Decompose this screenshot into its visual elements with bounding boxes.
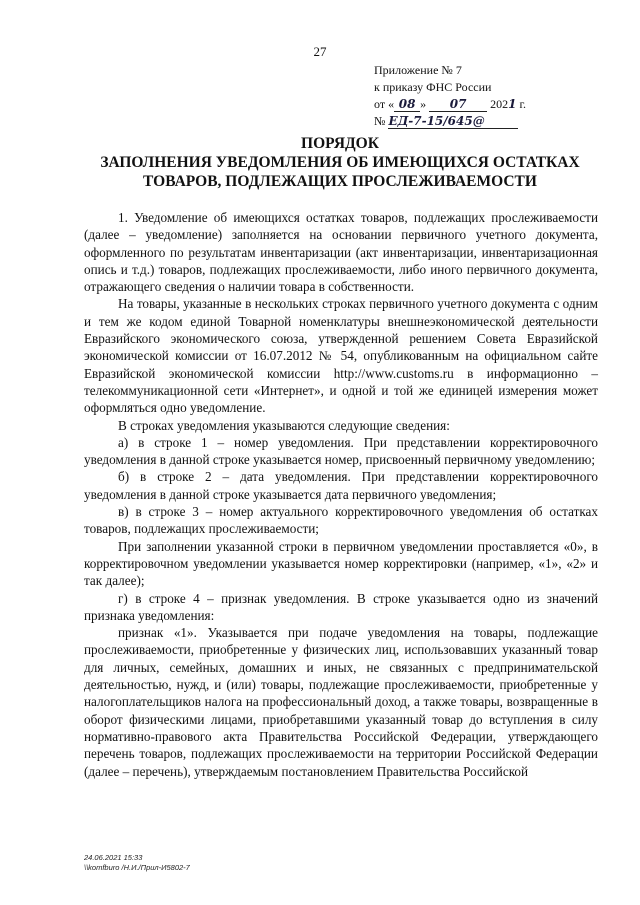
date-prefix: от « [374,97,395,111]
document-title [80,134,600,191]
footer-timestamp: 24.06.2021 15:33 [84,853,143,862]
paragraph: а) в строке 1 – номер уведомления. При представлении корректировочного уведомления в данной строке указывается номер, присвоенный первичному уведомлению; [84,434,598,468]
paragraph: 1. Уведомление об имеющихся остатках товаров, подлежащих прослеживаемости (далее – уведомление) заполняется на основании первичного учетного документа, оформленного по результатам инвентаризации (акт инвентаризации, инвентаризационная опись и т.д.) товаров, подлежащих прослеживаемости, либо иного первичного документа, отражающего сведения о наличии товара в собственности. [84,210,598,295]
order-date [374,96,526,113]
title-line-1: ПОРЯДОК [301,135,379,152]
footer-file-path: \\komfburo /Н.И./Прил-И5802-7 [84,863,190,872]
date-year-handwritten: 1 [508,97,517,111]
order-number [374,113,526,130]
number-prefix: № [374,114,389,128]
date-mid: » [420,97,427,111]
document-body [84,209,598,780]
date-day-handwritten: 08 [394,98,420,112]
paragraph: В строках уведомления указываются следующие сведения: [118,417,450,433]
paragraph: При заполнении указанной строки в первичном уведомлении проставляется «0», в корректировочном уведомлении указывается номер корректировки (например, «1», «2» и так далее); [84,538,598,589]
page-number: 27 [313,44,327,59]
order-reference: к приказу ФНС России [374,80,492,94]
number-handwritten: ЕД-7-15/645@ [388,115,518,129]
file-footer [84,853,190,873]
title-line-2: ЗАПОЛНЕНИЯ УВЕДОМЛЕНИЯ ОБ ИМЕЮЩИХСЯ ОСТАТКАХ [100,154,580,171]
date-year: 202 [490,97,509,111]
date-month-handwritten: 07 [429,98,487,112]
appendix-header [374,62,526,130]
paragraph: На товары, указанные в нескольких строках первичного учетного документа с одним и тем же кодом единой Товарной номенклатуры внешнеэкономической деятельности Евразийского экономического союза, утвержденной решением Совета Евразийской экономической комиссии от 16.07.2012 № 54, опубликованным на официальном сайте Евразийской экономической комиссии http://www.customs.ru в информационно – телекоммуникационной сети «Интернет», и одной и той же единицей измерения может оформляться одно уведомление. [84,296,598,416]
appendix-label: Приложение № 7 [374,63,462,77]
date-suffix: г. [516,97,527,111]
paragraph: г) в строке 4 – признак уведомления. В строке указывается одно из значений признака уведомления: [84,590,598,623]
paragraph: признак «1». Указывается при подаче уведомления на товары, подлежащие прослеживаемости, приобретенные у физических лиц, использовавших указанный товар для личных, семейных, домашних и иных, не связанных с предпринимательской деятельностью, нужд, и (или) товары, подлежащие прослеживаемости, приобретенные у налогоплательщиков налога на профессиональный доход, а также товары, возвращенные в оборот физическими лицами, приобретавшими указанный товар до вступления в силу нормативно-правового акта Правительства Российской Федерации, утверждающего перечень товаров, подлежащих прослеживаемости на территории Российской Федерации (далее – перечень), утверждаемым постановлением Правительства Российской [84,625,598,779]
paragraph: б) в строке 2 – дата уведомления. При представлении корректировочного уведомления в данной строке указывается дата первичного уведомления; [84,469,598,502]
title-line-3: ТОВАРОВ, ПОДЛЕЖАЩИХ ПРОСЛЕЖИВАЕМОСТИ [143,173,537,190]
paragraph: в) в строке 3 – номер актуального корректировочного уведомления об остатках товаров, подлежащих прослеживаемости; [84,504,598,537]
